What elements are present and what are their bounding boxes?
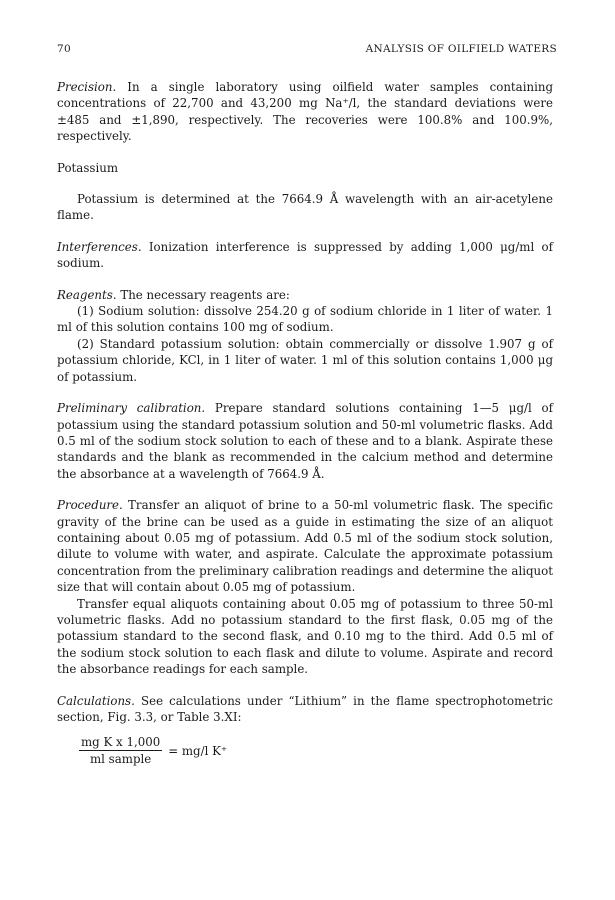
interferences-paragraph (57, 239, 553, 272)
potassium-heading: Potassium (57, 160, 119, 175)
precision-label: Precision. (57, 80, 117, 94)
procedure-label: Procedure. (57, 498, 123, 513)
formula-numerator: mg K x 1,000 (81, 735, 161, 750)
reagents-text: The necessary reagents are: (116, 287, 290, 302)
formula-denominator: ml sample (89, 752, 152, 767)
reagents-paragraph (57, 287, 553, 303)
procedure-paragraph-2: Transfer equal aliquots containing about 0.05 mg of potassium to three 50-ml volumetric flasks. Add no potassium standard to the first flask, 0.05 mg of the potassium standard to the second flask, and 0.10 mg to the third. Add 0.5 ml of the sodium stock solution to each flask and dilute to volume. Aspirate and record the absorbance readings for each sample. (57, 596, 553, 677)
precision-paragraph (57, 79, 553, 145)
body-text (57, 79, 553, 766)
calculations-text: See calculations under “Lithium” in the flame spectrophotometric section, Fig. 3.3, or Table 3.XI: (57, 693, 553, 724)
calculations-label: Calculations. (57, 693, 135, 708)
preliminary-text: Prepare standard solutions containing 1—5 μg/l of potassium using the standard potassium solution and 50-ml volumetric flasks. Add 0.5 ml of the sodium stock solution to each of these and to a blank. Aspirate these standards and the blank as recommended in the calcium method and determine the absorbance at a wavelength of 7664.9 Å. (57, 401, 553, 481)
reagent-item: (2) Standard potassium solution: obtain commercially or dissolve 1.907 g of potassium chloride, KCl, in 1 liter of water. 1 ml of this solution contains 1,000 μg of potassium. (57, 336, 553, 384)
reagent-item: (1) Sodium solution: dissolve 254.20 g of sodium chloride in 1 liter of water. 1 ml of this solution contains 100 mg of sodium. (57, 304, 553, 335)
preliminary-calibration-paragraph (57, 400, 553, 482)
precision-text: In a single laboratory using oilfield water samples containing concentrations of 22,700 and 43,200 mg Na⁺/l, the standard deviations were ±485 and ±1,890, respectively. The recoveries were 100.8% and 100.9%, respectively. (57, 80, 553, 144)
page-number: 70 (57, 43, 71, 55)
potassium-formula (79, 735, 553, 766)
formula-fraction (79, 735, 162, 766)
formula-result: = mg/l K⁺ (168, 743, 228, 758)
interferences-text: Ionization interference is suppressed by adding 1,000 μg/ml of sodium. (57, 239, 553, 271)
potassium-intro: Potassium is determined at the 7664.9 Å wavelength with an air-acetylene flame. (57, 192, 553, 223)
calculations-paragraph (57, 693, 553, 726)
reagents-label: Reagents. (57, 287, 117, 302)
procedure-paragraph (57, 497, 553, 595)
running-title: ANALYSIS OF OILFIELD WATERS (365, 43, 557, 55)
preliminary-label: Preliminary calibration. (57, 401, 206, 416)
interferences-label: Interferences. (57, 239, 142, 254)
procedure-text: Transfer an aliquot of brine to a 50-ml volumetric flask. The specific gravity of the brine can be used as a guide in estimating the size of an aliquot containing about 0.05 mg of potassium. Add 0.5 ml of the sodium stock solution, dilute to volume with water, and aspirate. Calculate the approximate potassium concentration from the preliminary calibration readings and determine the aliquot size that will contain about 0.05 mg of potassium. (57, 498, 553, 595)
running-header (57, 43, 557, 57)
